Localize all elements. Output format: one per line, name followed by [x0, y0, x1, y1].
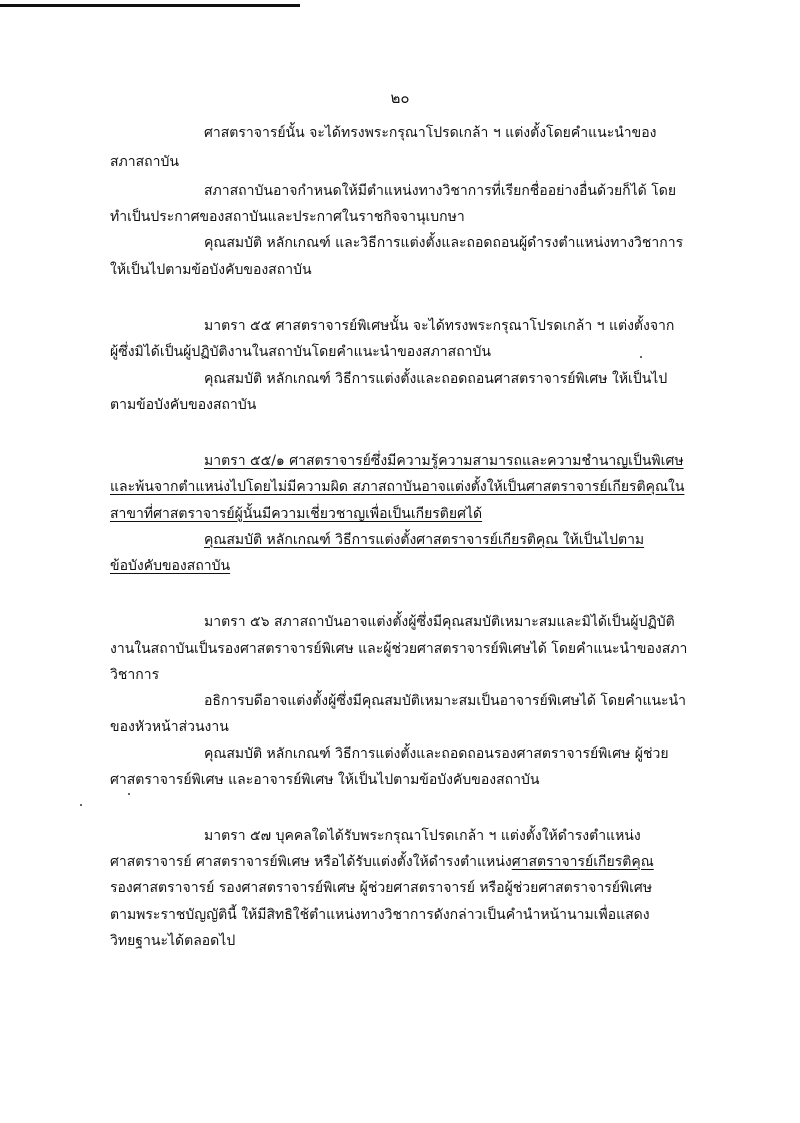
- text-line: ตามพระราชบัญญัตินี้ ให้มีสิทธิใช้ตำแหน่งทางวิชาการดังกล่าวเป็นคำนำหน้านามเพื่อแสดง: [110, 907, 650, 923]
- text-line: ตามข้อบังคับของสถาบัน: [110, 397, 257, 413]
- text-line: วิทยฐานะได้ตลอดไป: [110, 933, 236, 949]
- text-part: ศาสตราจารย์ ศาสตราจารย์พิเศษ หรือได้รับแต่งตั้งให้ดำรงตำแหน่ง: [110, 854, 512, 870]
- text-line: สภาสถาบันอาจกำหนดให้มีตำแหน่งทางวิชาการที่เรียกชื่ออย่างอื่นด้วยก็ได้ โดย: [204, 183, 677, 199]
- section-55-heading-line: มาตรา ๕๕ ศาสตราจารย์พิเศษนั้น จะได้ทรงพระกรุณาโปรดเกล้า ฯ แต่งตั้งจาก: [204, 318, 675, 334]
- text-line: ผู้ซึ่งมิได้เป็นผู้ปฏิบัติงานในสถาบันโดยคำแนะนำของสภาสถาบัน: [110, 344, 492, 360]
- text-line: รองศาสตราจารย์ รองศาสตราจารย์พิเศษ ผู้ช่วยศาสตราจารย์ หรือผู้ช่วยศาสตราจารย์พิเศษ: [110, 880, 653, 896]
- section-56-heading-line: มาตรา ๕๖ สภาสถาบันอาจแต่งตั้งผู้ซึ่งมีคุณสมบัติเหมาะสมและมิได้เป็นผู้ปฏิบัติ: [204, 614, 675, 630]
- underlined-text-part: ศาสตราจารย์เกียรติคุณ: [511, 854, 654, 870]
- text-line: ศาสตราจารย์นั้น จะได้ทรงพระกรุณาโปรดเกล้า ฯ แต่งตั้งโดยคำแนะนำของ: [204, 125, 657, 141]
- section-57-heading-line: มาตรา ๕๗ บุคคลใดได้รับพระกรุณาโปรดเกล้า ฯ แต่งตั้งให้ดำรงตำแหน่ง: [204, 828, 641, 844]
- text-line: ของหัวหน้าส่วนงาน: [110, 719, 229, 735]
- text-line: สภาสถาบัน: [110, 154, 179, 170]
- section-55-1-heading-line: มาตรา ๕๕/๑ ศาสตราจารย์ซึ่งมีความรู้ความสามารถและความชำนาญเป็นพิเศษ: [204, 453, 684, 469]
- scan-speck: [640, 356, 642, 358]
- text-line: อธิการบดีอาจแต่งตั้งผู้ซึ่งมีคุณสมบัติเหมาะสมเป็นอาจารย์พิเศษได้ โดยคำแนะนำ: [204, 693, 687, 709]
- underlined-text-line: สาขาที่ศาสตราจารย์ผู้นั้นมีความเชี่ยวชาญเพื่อเป็นเกียรติยศได้: [110, 506, 483, 522]
- underlined-text-line: และพ้นจากตำแหน่งไปโดยไม่มีความผิด สภาสถาบันอาจแต่งตั้งให้เป็นศาสตราจารย์เกียรติคุณใน: [110, 479, 685, 495]
- scan-speck: [128, 793, 130, 795]
- underlined-text-line: คุณสมบัติ หลักเกณฑ์ วิธีการแต่งตั้งศาสตราจารย์เกียรติคุณ ให้เป็นไปตาม: [204, 532, 645, 548]
- text-line: ศาสตราจารย์พิเศษ และอาจารย์พิเศษ ให้เป็นไปตามข้อบังคับของสถาบัน: [110, 772, 540, 788]
- scan-speck: [80, 804, 82, 806]
- mixed-text-line: [110, 853, 654, 871]
- text-line: งานในสถาบันเป็นรองศาสตราจารย์พิเศษ และผู้ช่วยศาสตราจารย์พิเศษได้ โดยคำแนะนำของสภา: [110, 641, 688, 657]
- text-line: วิชาการ: [110, 667, 160, 683]
- text-line: ทำเป็นประกาศของสถาบันและประกาศในราชกิจจานุเบกษา: [110, 209, 465, 225]
- text-line: คุณสมบัติ หลักเกณฑ์ และวิธีการแต่งตั้งและถอดถอนผู้ดำรงตำแหน่งทางวิชาการ: [204, 235, 684, 251]
- text-line: ให้เป็นไปตามข้อบังคับของสถาบัน: [110, 262, 312, 278]
- page-number: ๒๐: [390, 89, 410, 107]
- scan-edge-mark: [0, 4, 300, 7]
- text-line: คุณสมบัติ หลักเกณฑ์ วิธีการแต่งตั้งและถอดถอนรองศาสตราจารย์พิเศษ ผู้ช่วย: [204, 746, 669, 762]
- text-line: คุณสมบัติ หลักเกณฑ์ วิธีการแต่งตั้งและถอดถอนศาสตราจารย์พิเศษ ให้เป็นไป: [204, 371, 668, 387]
- underlined-text-line: ข้อบังคับของสถาบัน: [110, 558, 231, 574]
